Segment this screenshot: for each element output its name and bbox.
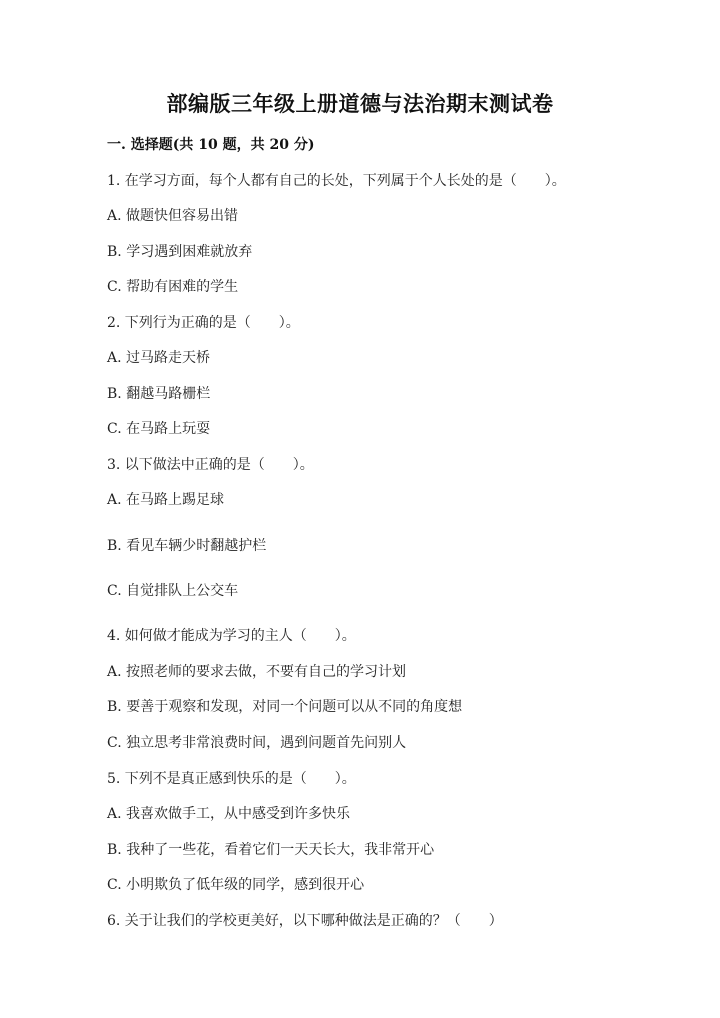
question-3-option-b: B. 看见车辆少时翻越护栏: [107, 538, 267, 554]
question-stem-1: 1. 在学习方面，每个人都有自己的长处，下列属于个人长处的是（ ）。: [107, 173, 566, 189]
question-stem-5: 5. 下列不是真正感到快乐的是（ ）。: [107, 771, 356, 787]
question-1-option-b: B. 学习遇到困难就放弃: [107, 244, 253, 260]
question-4-option-c: C. 独立思考非常浪费时间，遇到问题首先问别人: [107, 735, 407, 751]
question-1-option-c: C. 帮助有困难的学生: [107, 279, 239, 295]
question-1-option-a: A. 做题快但容易出错: [107, 208, 239, 224]
question-3-option-c: C. 自觉排队上公交车: [107, 583, 239, 599]
page-title: 部编版三年级上册道德与法治期末测试卷: [166, 91, 554, 116]
question-4-option-a: A. 按照老师的要求去做，不要有自己的学习计划: [107, 664, 407, 680]
question-stem-6: 6. 关于让我们的学校更美好，以下哪种做法是正确的？（ ）: [107, 913, 503, 929]
section-heading: 一. 选择题(共 10 题，共 20 分): [107, 137, 315, 153]
question-2-option-a: A. 过马路走天桥: [107, 350, 211, 366]
question-2-option-b: B. 翻越马路栅栏: [107, 386, 211, 402]
question-stem-4: 4. 如何做才能成为学习的主人（ ）。: [107, 628, 356, 644]
question-stem-2: 2. 下列行为正确的是（ ）。: [107, 315, 300, 331]
question-5-option-c: C. 小明欺负了低年级的同学，感到很开心: [107, 877, 365, 893]
question-2-option-c: C. 在马路上玩耍: [107, 421, 211, 437]
question-stem-3: 3. 以下做法中正确的是（ ）。: [107, 457, 314, 473]
question-4-option-b: B. 要善于观察和发现，对同一个问题可以从不同的角度想: [107, 699, 463, 715]
question-5-option-b: B. 我种了一些花，看着它们一天天长大，我非常开心: [107, 842, 435, 858]
question-3-option-a: A. 在马路上踢足球: [107, 492, 225, 508]
question-5-option-a: A. 我喜欢做手工，从中感受到许多快乐: [107, 806, 351, 822]
